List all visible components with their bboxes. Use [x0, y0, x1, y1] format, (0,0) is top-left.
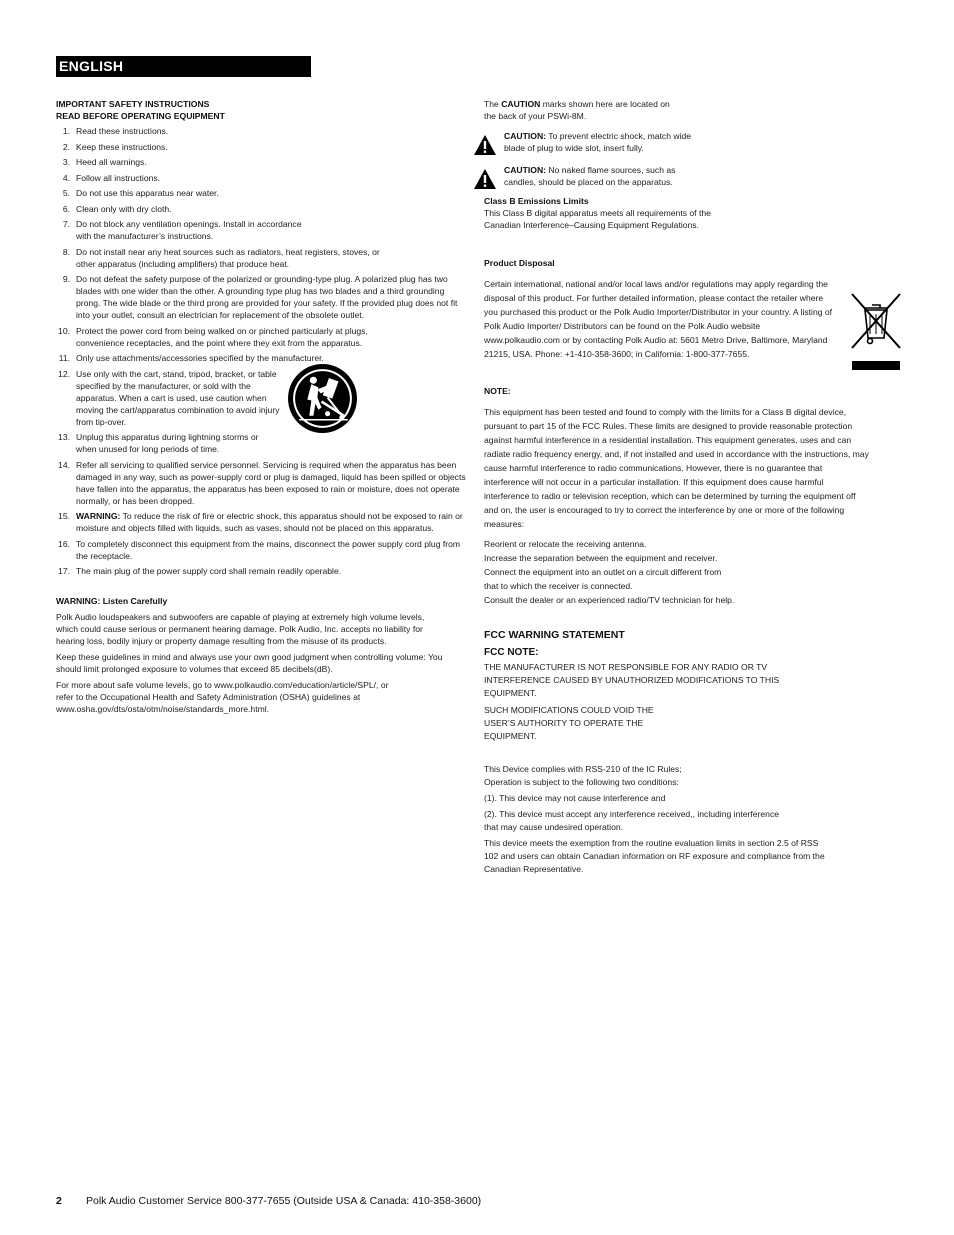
class-b-title: Class B Emissions Limits [484, 196, 589, 206]
list-item: 8. Do not install near any heat sources such as radiators, heat registers, stoves, or other apparatus (including amplifiers) that produce heat. [62, 246, 380, 269]
page-footer [56, 1195, 481, 1207]
note-text: This equipment has been tested and found to comply with the limits for a Class B digital device, pursuant to part 15 of the FCC Rules. These limits are designed to provide reasonable protection against harmful interference in a residential installation. This equipment generates, uses and can radiate radio frequency energy, and, if not installed and used in accordance with the instructions, may cause harmful interference to radio communications. However, there is no guarantee that interference will not occur in a particular installation. If this equipment does cause harmful interference to radio or television reception, which can be determined by turning the equipment off and on, the user is encouraged to try to correct the interference by one or more of the following measures: [484, 407, 869, 529]
list-item: 4. Follow all instructions. [62, 172, 161, 183]
list-item: 17. The main plug of the power supply cord shall remain readily operable. [58, 566, 342, 576]
list-item: 14. Refer all servicing to qualified service personnel. Servicing is required when the apparatus has been damaged in any way, such as power-supply cord or plug is damaged, liquid has been spilled or objects have fallen into the apparatus, the apparatus has been exposed to rain or moisture, does not operate normally, or has been dropped. [58, 459, 466, 506]
rss-condition: (2). This device must accept any interference received,, including interference that may cause undesired operation. [484, 809, 780, 832]
measure-item: Reorient or relocate the receiving antenna. [484, 539, 647, 549]
left-column [56, 98, 468, 715]
listen-warning-text: Polk Audio loudspeakers and subwoofers are capable of playing at extremely high volume levels, which could cause serious or permanent hearing damage. Polk Audio, Inc. accepts no liability for hearing loss, bodily injury or property damage resulting from the misuse of its products. [56, 611, 425, 646]
fcc-authority-text: SUCH MODIFICATIONS COULD VOID THE USER’S AUTHORITY TO OPERATE THE EQUIPMENT. [484, 705, 654, 741]
caution-flame: CAUTION: No naked flame sources, such as candles, should be placed on the apparatus. [484, 164, 704, 192]
customer-service-text: Polk Audio Customer Service 800-377-7655 (Outside USA & Canada: 410-358-3600) [86, 1195, 482, 1207]
listen-warning-title: WARNING: Listen Carefully [56, 595, 168, 606]
list-item: 12. Use only with the cart, stand, tripod, bracket, or table specified by the manufacturer, or sold with the apparatus. When a cart is used, use caution when moving the cart/apparatus combination to avoid injury from tip-over. [56, 368, 286, 428]
measure-item: Connect the equipment into an outlet on a circuit different from that to which the receiver is connected. [484, 567, 722, 591]
safety-title: IMPORTANT SAFETY INSTRUCTIONS [56, 99, 210, 109]
list-item: 15. WARNING: To reduce the risk of fire or electric shock, this apparatus should not be exposed to rain or moisture and objects filled with liquids, such as vases, should not be placed on this apparatus. [58, 511, 463, 533]
safety-list [56, 125, 468, 577]
list-item: 5. Do not use this apparatus near water. [62, 188, 219, 198]
caution-shock: CAUTION: To prevent electric shock, match wide blade of plug to wide slot, insert fully. [484, 130, 704, 158]
safety-subtitle: READ BEFORE OPERATING EQUIPMENT [56, 111, 225, 121]
page-number: 2 [56, 1195, 62, 1207]
measure-item: Consult the dealer or an experienced radio/TV technician for help. [484, 595, 735, 605]
rss-condition: (1). This device may not cause interference and [484, 793, 666, 803]
list-item: 1. Read these instructions. [62, 126, 169, 136]
crossed-out-wheelie-bin-icon [850, 292, 902, 370]
warning-triangle-icon [473, 168, 497, 190]
disposal-title: Product Disposal [484, 258, 555, 268]
class-b-text: This Class B digital apparatus meets all requirements of the Canadian Interference–Causing Equipment Regulations. [484, 208, 711, 230]
right-column [484, 98, 904, 876]
list-item: 13. Unplug this apparatus during lightning storms or when unused for long periods of time. [58, 432, 259, 454]
volume-guideline-text: Keep these guidelines in mind and always use your own good judgment when controlling volume: You should limit prolonged exposure to volumes that exceed 85 decibels(dB). [56, 651, 443, 674]
cart-tip-over-warning-icon [287, 363, 358, 434]
fcc-note-title: FCC NOTE: [484, 647, 539, 658]
rss-exemption-text: This device meets the exemption from the routine evaluation limits in section 2.5 of RSS 102 and users can obtain Canadian information on RF exposure and compliance from the Canadian Representative. [484, 838, 825, 874]
list-item: 10. Protect the power cord from being walked on or pinched particularly at plugs, convenience receptacles, and the point where they exit from the apparatus. [58, 325, 368, 348]
osha-reference-text: For more about safe volume levels, go to www.polkaudio.com/education/article/SPL/, or refer to the Occupational Health and Safety Administration (OSHA) guidelines at www.osha.gov/dts/osta/otm/noise/standards_more.html. [56, 679, 389, 714]
list-item: 9. Do not defeat the safety purpose of the polarized or grounding-type plug. A polarized plug has two blades with one wider than the other. A grounding type plug has two blades and a third grounding prong. The wide blade or the third prong are provided for your safety. If the provided plug does not fit into your outlet, consult an electrician for replacement of the obsolete outlet. [62, 274, 458, 320]
warning-triangle-icon [473, 134, 497, 156]
fcc-warning-title: FCC WARNING STATEMENT [484, 629, 625, 641]
language-header: ENGLISH [56, 56, 311, 77]
list-item: 3. Heed all warnings. [62, 157, 147, 167]
list-item: 2. Keep these instructions. [62, 141, 168, 152]
caution-intro: The CAUTION marks shown here are located on the back of your PSWi-8M. [484, 99, 670, 121]
list-item: 16. To completely disconnect this equipment from the mains, disconnect the power supply cord plug from the receptacle. [58, 538, 461, 561]
note-title: NOTE: [484, 386, 511, 396]
measure-item: Increase the separation between the equipment and receiver. [484, 553, 718, 563]
list-item: 11. Only use attachments/accessories specified by the manufacturer. [58, 353, 324, 363]
fcc-note-text: THE MANUFACTURER IS NOT RESPONSIBLE FOR ANY RADIO OR TV INTERFERENCE CAUSED BY UNAUTHORIZED MODIFICATIONS TO THIS EQUIPMENT. [484, 662, 780, 698]
list-item: 6. Clean only with dry cloth. [62, 203, 172, 214]
rss-intro: This Device complies with RSS-210 of the IC Rules; Operation is subject to the following two conditions: [484, 764, 682, 787]
disposal-text: Certain international, national and/or local laws and/or regulations may apply regarding the disposal of this product. For further detailed information, please contact the retailer where you purchased this product or the Polk Audio Importer/Distributor in your country. A listing of Polk Audio Importer/ Distributors can be found on the Polk Audio website www.polkaudio.com or by contacting Polk Audio at: 5601 Metro Drive, Baltimore, Maryland 21215, USA. Phone: +1-410-358-3600; in California: 1-800-377-7655. [484, 279, 833, 359]
list-item: 7. Do not block any ventilation openings. Install in accordance with the manufacturer’s instructions. [62, 219, 302, 241]
